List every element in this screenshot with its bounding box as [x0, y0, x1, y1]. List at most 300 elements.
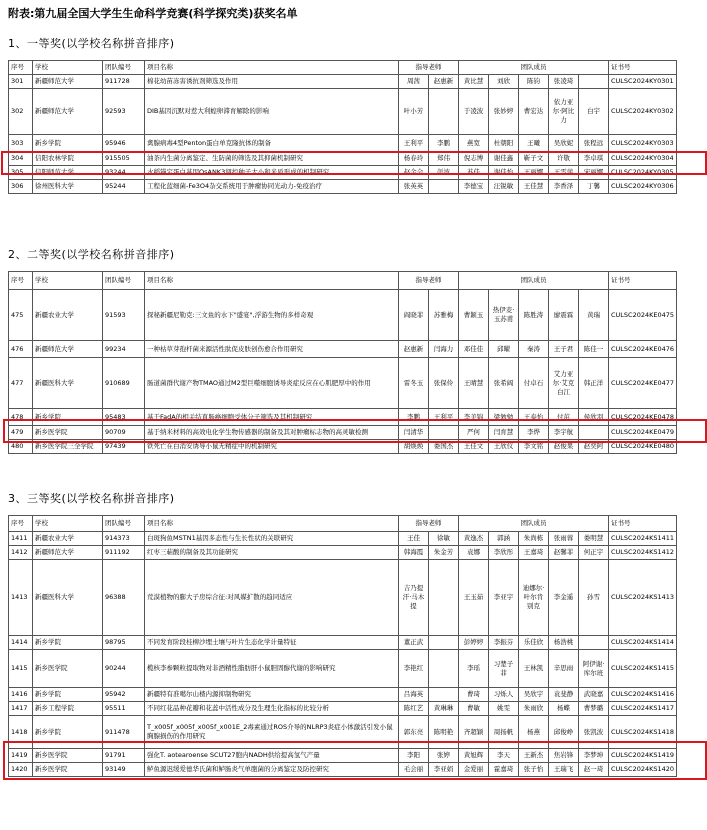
- cell-team-no: 93149: [103, 763, 145, 777]
- cell-member: 陈佳一: [579, 341, 609, 358]
- cell-advisor: 王利平: [429, 409, 459, 426]
- table-row: [9, 532, 677, 546]
- cell-member: 习烁人: [489, 688, 519, 702]
- cell-no: 479: [9, 426, 33, 440]
- col-advisors-header: 指导老师: [399, 61, 459, 75]
- cell-member: 习楚子菲: [489, 650, 519, 688]
- cell-member: 金爱丽: [459, 763, 489, 777]
- cell-school: 新乡医学院: [33, 763, 103, 777]
- col-team-no-header: 团队编号: [103, 61, 145, 75]
- cell-member: 齐超颖: [459, 716, 489, 749]
- col-team-no-header: 团队编号: [103, 272, 145, 290]
- cell-member: 白宇: [579, 89, 609, 135]
- cell-member: 李美锦: [459, 409, 489, 426]
- cell-cert: CULSC2024KE0476: [609, 341, 677, 358]
- cell-member: 王佳慧: [519, 180, 549, 194]
- cell-school: 徐州医科大学: [33, 180, 103, 194]
- table-row: [9, 702, 677, 716]
- col-members-header: 团队成员: [459, 272, 609, 290]
- table-row: [9, 341, 677, 358]
- cell-school: 新疆师范大学: [33, 75, 103, 89]
- cell-member: 杨浩桃: [549, 636, 579, 650]
- table-row: [9, 426, 677, 440]
- cell-advisor: 苏雅梅: [429, 290, 459, 341]
- cell-cert: CULSC2024KS1418: [609, 716, 677, 749]
- cell-advisor: 韩海霞: [399, 546, 429, 560]
- cell-member: 赵俊果: [549, 440, 579, 454]
- cell-cert: CULSC2024KY0304: [609, 152, 677, 166]
- cell-project: 红枣三萜酸的制备及其功能研究: [145, 546, 399, 560]
- cell-no: 475: [9, 290, 33, 341]
- cell-no: 476: [9, 341, 33, 358]
- cell-member: 梁勉勉: [489, 409, 519, 426]
- cell-member: 王丽娜: [519, 166, 549, 180]
- cell-cert: CULSC2024KS1414: [609, 636, 677, 650]
- cell-advisor: 李艳红: [399, 650, 429, 688]
- cell-member: 靳子文: [519, 152, 549, 166]
- cell-no: 1419: [9, 749, 33, 763]
- cell-member: 倪志博: [459, 152, 489, 166]
- cell-advisor: [429, 636, 459, 650]
- cell-advisor: 吕海英: [399, 688, 429, 702]
- cell-school: 新疆师范大学: [33, 89, 103, 135]
- table-row: [9, 409, 677, 426]
- col-school-header: 学校: [33, 516, 103, 532]
- cell-member: [579, 636, 609, 650]
- cell-member: 吴欣妮: [549, 135, 579, 152]
- col-advisors-header: 指导老师: [399, 272, 459, 290]
- cell-school: 信阳师范大学: [33, 166, 103, 180]
- cell-school: 新乡学院: [33, 688, 103, 702]
- cell-cert: CULSC2024KY0301: [609, 75, 677, 89]
- cell-member: 李金遥: [549, 560, 579, 636]
- cell-project: 肠道菌群代谢产物TMAO通过M2型巨噬细胞诱导炎症反应在心肌肥厚中的作用: [145, 358, 399, 409]
- col-school-header: 学校: [33, 61, 103, 75]
- cell-project: 油茶内生菌分离鉴定、生防菌的筛选及其抑菌机制研究: [145, 152, 399, 166]
- cell-cert: CULSC2024KS1419: [609, 749, 677, 763]
- cell-member: 王子君: [549, 341, 579, 358]
- cell-advisor: 叶小芳: [399, 89, 429, 135]
- cell-cert: CULSC2024KS1411: [609, 532, 677, 546]
- table-row: [9, 636, 677, 650]
- cell-school: 新乡医学院: [33, 749, 103, 763]
- cell-team-no: 95483: [103, 409, 145, 426]
- cell-member: 王欣仪: [489, 440, 519, 454]
- second-prize-table: [8, 271, 677, 454]
- cell-member: 张雨蓉: [549, 532, 579, 546]
- cell-member: 廖震霖: [549, 290, 579, 341]
- cell-member: [579, 75, 609, 89]
- cell-member: 谢佳鑫: [489, 152, 519, 166]
- cell-advisor: [429, 89, 459, 135]
- table-row: [9, 716, 677, 749]
- cell-member: 李宇航: [549, 426, 579, 440]
- cell-member: 邓佳佳: [459, 341, 489, 358]
- cell-no: 477: [9, 358, 33, 409]
- table-row: [9, 290, 677, 341]
- cell-advisor: 张英英: [399, 180, 429, 194]
- cell-project: 探秘新疆尼勒克:三文鱼的水下"盛宴",浮游生物的多样奇观: [145, 290, 399, 341]
- cell-member: 王瑞飞: [549, 763, 579, 777]
- cell-member: 姚雯: [489, 702, 519, 716]
- table-row: [9, 650, 677, 688]
- cell-project: DIB基因沉默对惹大利蝗卵滞育解除的影响: [145, 89, 399, 135]
- cell-member: 邱曜: [489, 341, 519, 358]
- cell-advisor: 王利平: [399, 135, 429, 152]
- cell-advisor: 娄国杰: [429, 440, 459, 454]
- table-row: [9, 135, 677, 152]
- cell-no: 1413: [9, 560, 33, 636]
- cell-project: 水稻锚定蛋白基因OsANK3调控种子大小和米质形成的机制研究: [145, 166, 399, 180]
- cell-member: 丁馨: [579, 180, 609, 194]
- cell-school: 新疆师范大学: [33, 341, 103, 358]
- cell-advisor: 赵惠新: [399, 341, 429, 358]
- cell-no: 1420: [9, 763, 33, 777]
- cell-member: 李梦坤: [579, 749, 609, 763]
- cell-cert: CULSC2024KY0303: [609, 135, 677, 152]
- cell-advisor: 李阳: [399, 749, 429, 763]
- cell-member: 朱尚栋: [519, 532, 549, 546]
- cell-school: 新疆医科大学: [33, 560, 103, 636]
- col-project-header: 项目名称: [145, 272, 399, 290]
- cell-member: 张希阔: [489, 358, 519, 409]
- cell-member: 王曦: [519, 135, 549, 152]
- cell-member: 迪娜尔·叶尔肯别克: [519, 560, 549, 636]
- col-no-header: 序号: [9, 272, 33, 290]
- cell-member: 曹琦: [459, 688, 489, 702]
- cell-member: 袁斐静: [549, 688, 579, 702]
- cell-member: 黄比慧: [459, 75, 489, 89]
- cell-member: 王嘉琦: [519, 546, 549, 560]
- table-row: [9, 546, 677, 560]
- col-cert-header: 证书号: [609, 61, 677, 75]
- cell-advisor: [429, 688, 459, 702]
- cell-advisor: [429, 560, 459, 636]
- cell-member: 霍嘉琦: [489, 763, 519, 777]
- cell-member: 许敬: [549, 152, 579, 166]
- table-row: [9, 166, 677, 180]
- cell-school: 信阳农林学院: [33, 152, 103, 166]
- cell-advisor: 张婷: [429, 749, 459, 763]
- cell-advisor: 李鹏: [399, 409, 429, 426]
- cell-no: 305: [9, 166, 33, 180]
- cell-team-no: 911478: [103, 716, 145, 749]
- cell-no: 1414: [9, 636, 33, 650]
- cell-member: 曹梦璐: [579, 702, 609, 716]
- cell-member: 彭婷婷: [459, 636, 489, 650]
- cell-advisor: 胡焕焕: [399, 440, 429, 454]
- cell-team-no: 99234: [103, 341, 145, 358]
- cell-school: 新乡学院: [33, 409, 103, 426]
- cell-school: 新乡学院: [33, 135, 103, 152]
- cell-advisor: 赵金会: [399, 166, 429, 180]
- cell-member: 刘欣: [489, 75, 519, 89]
- cell-school: 新疆农业大学: [33, 290, 103, 341]
- cell-member: 曹宏达: [519, 89, 549, 135]
- cell-project: 一种枯草芽孢杆菌来源活性肽促皮肤创伤愈合作用研究: [145, 341, 399, 358]
- cell-member: 黄逸杰: [459, 532, 489, 546]
- table-row: [9, 440, 677, 454]
- cell-member: 王雪萍: [549, 166, 579, 180]
- cell-member: 李欣彤: [489, 546, 519, 560]
- cell-advisor: 赵惠新: [429, 75, 459, 89]
- cell-member: 依力亚尔·阿比力: [549, 89, 579, 135]
- cell-member: 张凯波: [579, 716, 609, 749]
- cell-team-no: 95946: [103, 135, 145, 152]
- cell-member: 张程远: [579, 135, 609, 152]
- table-row: [9, 152, 677, 166]
- cell-member: 杨燕: [519, 716, 549, 749]
- cell-no: 480: [9, 440, 33, 454]
- cell-advisor: 闫海力: [429, 341, 459, 358]
- cell-member: 李卓琪: [579, 152, 609, 166]
- table-row: [9, 358, 677, 409]
- col-project-header: 项目名称: [145, 61, 399, 75]
- cell-cert: CULSC2024KS1413: [609, 560, 677, 636]
- cell-team-no: 910689: [103, 358, 145, 409]
- table-row: [9, 560, 677, 636]
- cell-no: 478: [9, 409, 33, 426]
- col-members-header: 团队成员: [459, 516, 609, 532]
- cell-member: 汪锐敏: [489, 180, 519, 194]
- third-prize-table: [8, 515, 677, 777]
- cell-cert: CULSC2024KS1417: [609, 702, 677, 716]
- cell-advisor: 徐敏: [429, 532, 459, 546]
- cell-team-no: 90709: [103, 426, 145, 440]
- cell-cert: CULSC2024KS1412: [609, 546, 677, 560]
- cell-member: 黄旭辉: [459, 749, 489, 763]
- cell-team-no: 91791: [103, 749, 145, 763]
- cell-cert: CULSC2024KS1415: [609, 650, 677, 688]
- cell-member: 何正宇: [579, 546, 609, 560]
- cell-project: 荒漠植物的膨大子房综合征:对风媒扩散的趋同适应: [145, 560, 399, 636]
- cell-member: 周扬帆: [489, 716, 519, 749]
- cell-project: 基于FadA的相关结直肠癌细胞受体分子筛选及其机制研究: [145, 409, 399, 426]
- cell-member: 宋丽娜: [579, 166, 609, 180]
- cell-advisor: 杨春玲: [399, 152, 429, 166]
- cell-team-no: 97439: [103, 440, 145, 454]
- cell-member: 杨蝶: [549, 702, 579, 716]
- cell-advisor: 阎晓菲: [399, 290, 429, 341]
- cell-member: 热伊麦·玉苏甫: [489, 290, 519, 341]
- section-heading-first-prize: 1、一等奖(以学校名称拼音排序): [8, 37, 175, 50]
- cell-member: 燕宽: [459, 135, 489, 152]
- cell-project: 白斑狗鱼MSTN1基因多态性与生长性状的关联研究: [145, 532, 399, 546]
- cell-member: 张凌琦: [549, 75, 579, 89]
- cell-member: 王林凯: [519, 650, 549, 688]
- cell-school: 新乡学院: [33, 636, 103, 650]
- table-header-row: [9, 61, 677, 75]
- cell-cert: CULSC2024KE0477: [609, 358, 677, 409]
- cell-member: 王玉茹: [459, 560, 489, 636]
- col-cert-header: 证书号: [609, 272, 677, 290]
- cell-cert: CULSC2024KY0306: [609, 180, 677, 194]
- cell-member: 付茁: [549, 409, 579, 426]
- cell-member: 赵馨菲: [549, 546, 579, 560]
- cell-no: 1416: [9, 688, 33, 702]
- cell-no: 303: [9, 135, 33, 152]
- cell-advisor: 彭波: [429, 166, 459, 180]
- cell-no: 1412: [9, 546, 33, 560]
- cell-member: 李德宝: [459, 180, 489, 194]
- col-advisors-header: 指导老师: [399, 516, 459, 532]
- cell-member: 张妙婷: [489, 89, 519, 135]
- cell-team-no: 90244: [103, 650, 145, 688]
- cell-member: 陈胜涛: [519, 290, 549, 341]
- cell-team-no: 911192: [103, 546, 145, 560]
- cell-member: 袁娜: [459, 546, 489, 560]
- cell-member: 李天: [489, 749, 519, 763]
- col-members-header: 团队成员: [459, 61, 609, 75]
- cell-member: 苏佳: [459, 166, 489, 180]
- cell-member: 曹敏: [459, 702, 489, 716]
- section-heading-second-prize: 2、二等奖(以学校名称拼音排序): [8, 248, 175, 261]
- table-header-row: [9, 272, 677, 290]
- cell-school: 新乡医学院: [33, 650, 103, 688]
- cell-member: 辛思雨: [549, 650, 579, 688]
- cell-member: 李文铭: [519, 440, 549, 454]
- cell-advisor: 黄琳琳: [429, 702, 459, 716]
- cell-member: 赵一琦: [579, 763, 609, 777]
- cell-cert: CULSC2024KE0478: [609, 409, 677, 426]
- cell-team-no: 98795: [103, 636, 145, 650]
- col-project-header: 项目名称: [145, 516, 399, 532]
- col-no-header: 序号: [9, 516, 33, 532]
- first-prize-table: [8, 60, 677, 194]
- cell-advisor: [429, 426, 459, 440]
- cell-member: 谢佳怡: [489, 166, 519, 180]
- cell-project: 新疆特有准噶尔山楂内源抑制物研究: [145, 688, 399, 702]
- cell-no: 302: [9, 89, 33, 135]
- cell-member: 李振芬: [489, 636, 519, 650]
- col-no-header: 序号: [9, 61, 33, 75]
- section-heading-third-prize: 3、三等奖(以学校名称拼音排序): [8, 492, 175, 505]
- cell-member: 杜朝阳: [489, 135, 519, 152]
- cell-member: 武晓嘉: [579, 688, 609, 702]
- cell-member: 李香泽: [549, 180, 579, 194]
- cell-member: 邱俊峥: [549, 716, 579, 749]
- cell-member: 陈钧: [519, 75, 549, 89]
- cell-cert: CULSC2024KY0302: [609, 89, 677, 135]
- cell-no: 304: [9, 152, 33, 166]
- cell-advisor: 王佳: [399, 532, 429, 546]
- table-row: [9, 75, 677, 89]
- cell-cert: CULSC2024KS1420: [609, 763, 677, 777]
- cell-project: 强化T. aotearoense SCUT27胞内NADH供给提高氢气产量: [145, 749, 399, 763]
- cell-member: 艾力亚尔·艾克白江: [549, 358, 579, 409]
- cell-project: 铁死亡在白消安诱导小鼠无精症中的机制研究: [145, 440, 399, 454]
- cell-member: 孙雪: [579, 560, 609, 636]
- cell-member: 朱雨欣: [519, 702, 549, 716]
- table-row: [9, 688, 677, 702]
- cell-no: 1418: [9, 716, 33, 749]
- cell-no: 301: [9, 75, 33, 89]
- cell-member: 王佳文: [459, 440, 489, 454]
- cell-member: 侯欣羽: [579, 409, 609, 426]
- cell-advisor: [429, 180, 459, 194]
- cell-member: 曹颖玉: [459, 290, 489, 341]
- cell-advisor: 陈红艺: [399, 702, 429, 716]
- table-row: [9, 180, 677, 194]
- cell-member: 韩正洋: [579, 358, 609, 409]
- cell-member: 闫育慧: [489, 426, 519, 440]
- cell-advisor: 毛会丽: [399, 763, 429, 777]
- cell-advisor: [429, 650, 459, 688]
- cell-advisor: 周茜: [399, 75, 429, 89]
- table-row: [9, 763, 677, 777]
- cell-no: 1417: [9, 702, 33, 716]
- cell-member: 李烨: [519, 426, 549, 440]
- col-cert-header: 证书号: [609, 516, 677, 532]
- cell-member: 王泰怡: [519, 409, 549, 426]
- cell-advisor: 张保伶: [429, 358, 459, 409]
- cell-no: 1415: [9, 650, 33, 688]
- cell-advisor: 郑伟: [429, 152, 459, 166]
- cell-member: 阿伊谢·库尔班: [579, 650, 609, 688]
- cell-project: 不同发育阶段桂柳沙埋土壤与叶片生态化学计量特征: [145, 636, 399, 650]
- cell-advisor: 朱金芳: [429, 546, 459, 560]
- cell-advisor: 李鹏: [429, 135, 459, 152]
- cell-advisor: 闫清华: [399, 426, 429, 440]
- col-team-no-header: 团队编号: [103, 516, 145, 532]
- cell-team-no: 91593: [103, 290, 145, 341]
- cell-school: 新疆师范大学: [33, 546, 103, 560]
- cell-member: 于凌波: [459, 89, 489, 135]
- cell-team-no: 95244: [103, 180, 145, 194]
- cell-member: 焦岩锋: [549, 749, 579, 763]
- cell-team-no: 92593: [103, 89, 145, 135]
- cell-member: 王新杰: [519, 749, 549, 763]
- cell-member: 李亚宇: [489, 560, 519, 636]
- cell-team-no: 915505: [103, 152, 145, 166]
- cell-project: 榄核李参颗粒提取物对非酒精性脂肪肝小鼠胆固醇代谢的影响研究: [145, 650, 399, 688]
- cell-member: 王晴慧: [459, 358, 489, 409]
- cell-project: 鲈鱼源迟缓爱德华氏菌和鲈肠炎气单胞菌的分离鉴定及防控研究: [145, 763, 399, 777]
- cell-advisor: 李亚娟: [429, 763, 459, 777]
- cell-member: 乐佳欣: [519, 636, 549, 650]
- page-title: 附表:第九届全国大学生生命科学竞赛(科学探究类)获奖名单: [8, 7, 298, 20]
- cell-no: 1411: [9, 532, 33, 546]
- cell-team-no: 93244: [103, 166, 145, 180]
- cell-cert: CULSC2024KE0480: [609, 440, 677, 454]
- cell-project: 不同红花品种花瓣和花蕊中活性成分及生理生化指标的比较分析: [145, 702, 399, 716]
- cell-team-no: 95511: [103, 702, 145, 716]
- cell-project: 基于纳米材料的高效电化学生物传感器的制备及其对肿瘤标志物的高灵敏检测: [145, 426, 399, 440]
- cell-member: 赵奕阿: [579, 440, 609, 454]
- cell-school: 新乡学院: [33, 716, 103, 749]
- cell-project: 禽腺病毒4型Penton蛋白单克隆抗体的制备: [145, 135, 399, 152]
- cell-cert: CULSC2024KE0475: [609, 290, 677, 341]
- cell-advisor: 雷冬玉: [399, 358, 429, 409]
- cell-team-no: 95942: [103, 688, 145, 702]
- cell-project: 工程化蓝细菌-Fe3O4杂交系统用于肿瘤协同光动力-免疫治疗: [145, 180, 399, 194]
- cell-school: 新乡医学院: [33, 426, 103, 440]
- cell-team-no: 96388: [103, 560, 145, 636]
- cell-no: 306: [9, 180, 33, 194]
- cell-advisor: 郭东亮: [399, 716, 429, 749]
- cell-school: 新疆医科大学: [33, 358, 103, 409]
- cell-project: 棉花幼苗冻害诱抗剂筛选及作用: [145, 75, 399, 89]
- col-school-header: 学校: [33, 272, 103, 290]
- cell-advisor: 陈明艳: [429, 716, 459, 749]
- cell-school: 新疆农业大学: [33, 532, 103, 546]
- cell-advisor: 董正武: [399, 636, 429, 650]
- table-row: [9, 749, 677, 763]
- table-header-row: [9, 516, 677, 532]
- cell-team-no: 914373: [103, 532, 145, 546]
- cell-team-no: 911728: [103, 75, 145, 89]
- cell-school: 新乡医学院三全学院: [33, 440, 103, 454]
